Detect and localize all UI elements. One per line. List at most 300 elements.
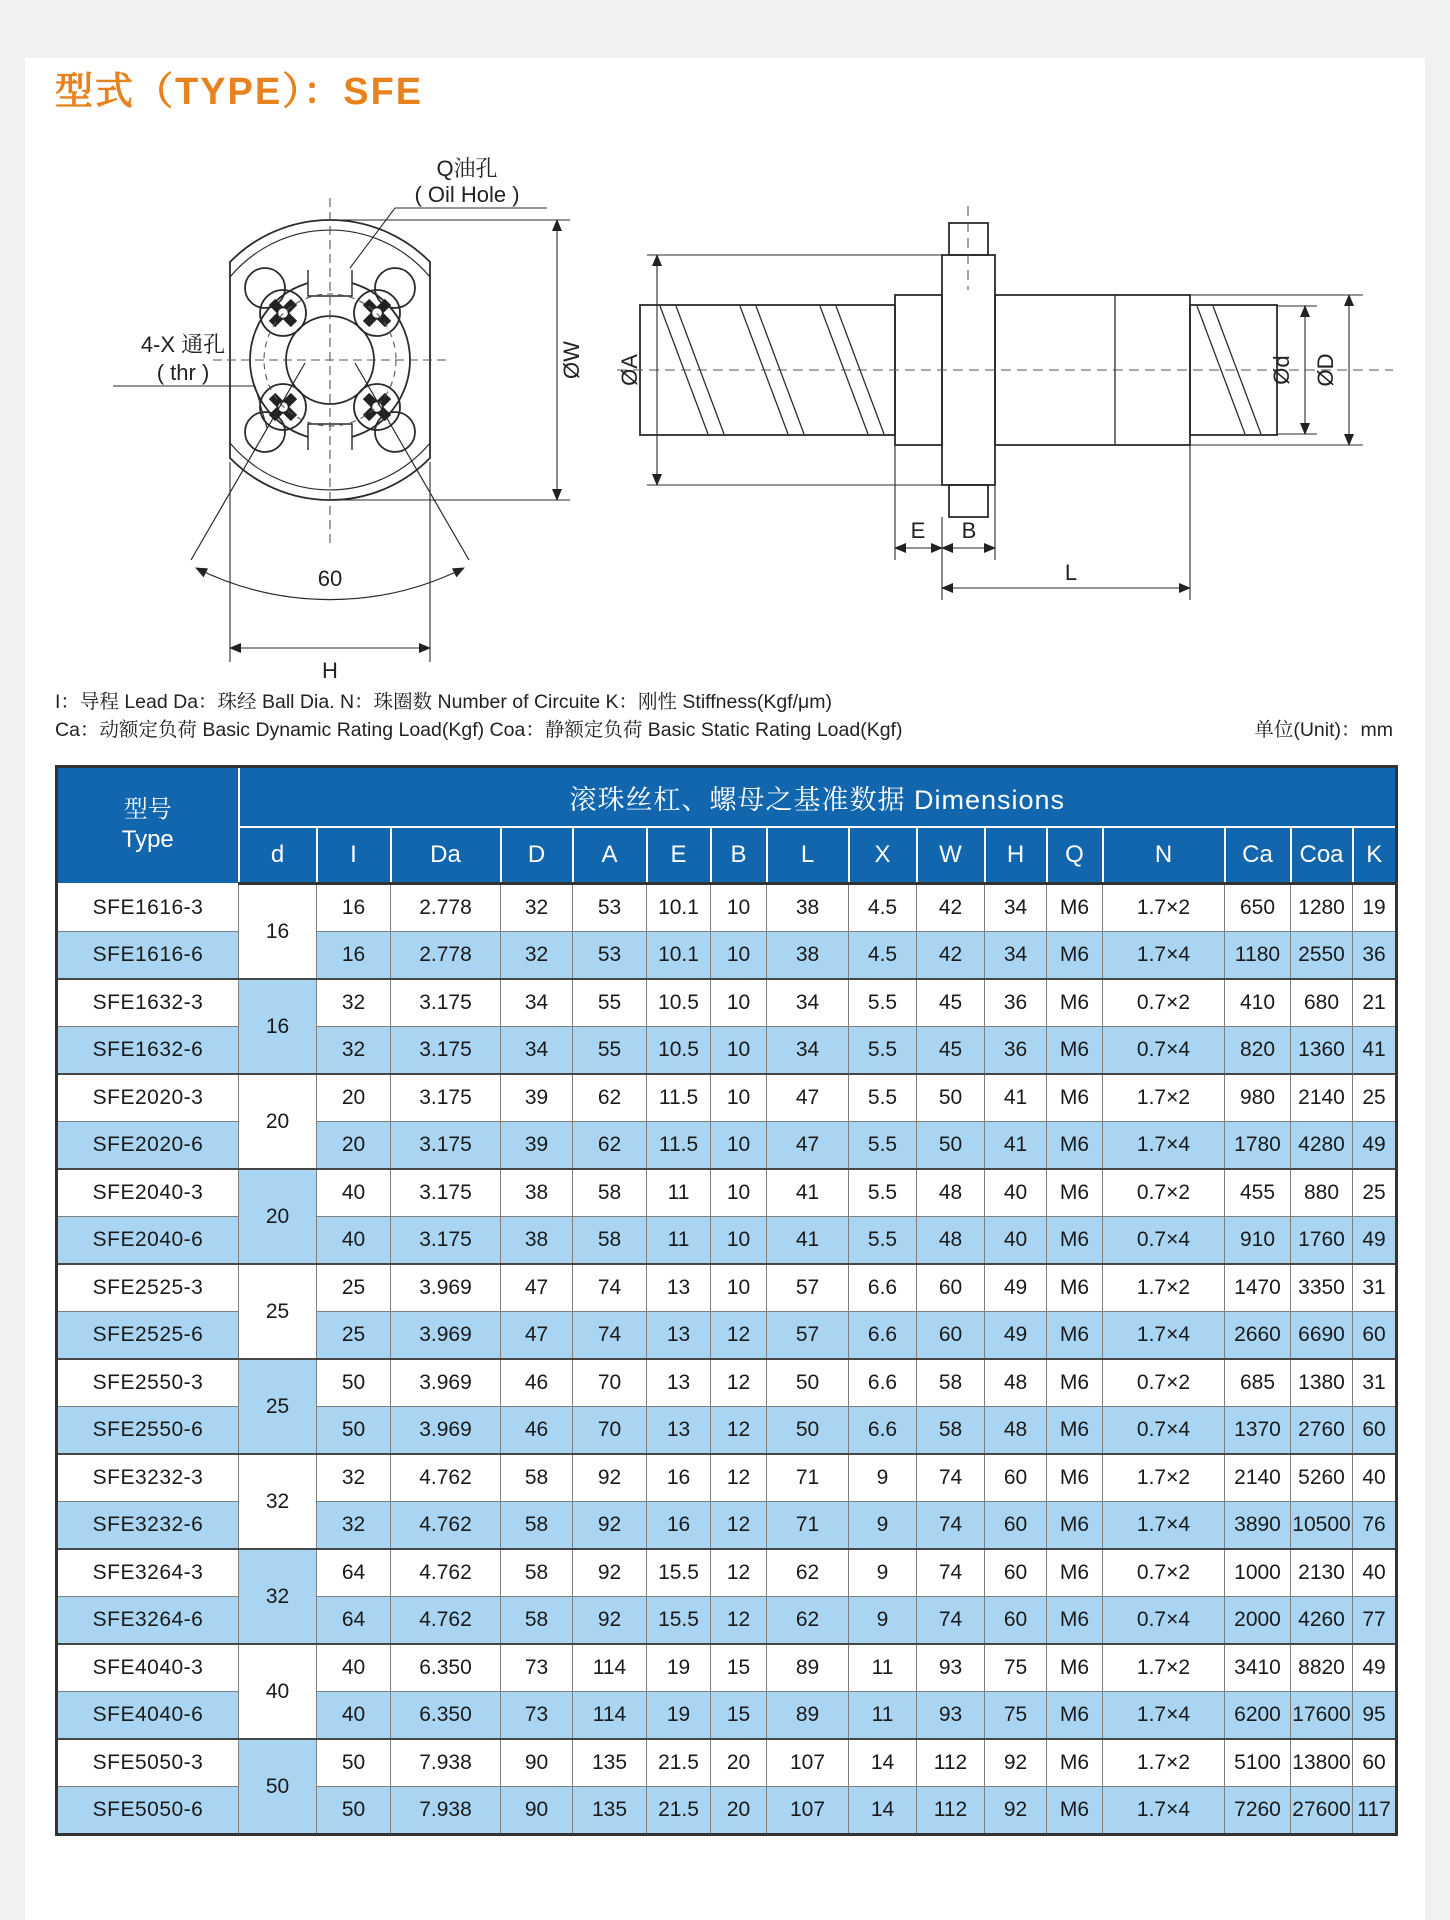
cell-i: 32 bbox=[317, 1502, 391, 1550]
cell-a: 92 bbox=[573, 1502, 647, 1550]
cell-b: 20 bbox=[711, 1739, 767, 1787]
cell-b: 12 bbox=[711, 1407, 767, 1455]
a-dim-label: ØA bbox=[617, 354, 642, 386]
cell-h: 75 bbox=[985, 1644, 1047, 1692]
cell-b: 10 bbox=[711, 1122, 767, 1170]
column-header-a: A bbox=[573, 827, 647, 884]
cell-a: 70 bbox=[573, 1359, 647, 1407]
cell-n: 1.7×2 bbox=[1103, 884, 1225, 932]
cell-b: 15 bbox=[711, 1692, 767, 1740]
cell-x: 9 bbox=[849, 1502, 917, 1550]
thru-hole-label-cn: 4-X 通孔 bbox=[140, 332, 226, 357]
cell-e: 15.5 bbox=[647, 1549, 711, 1597]
cell-x: 9 bbox=[849, 1454, 917, 1502]
cell-k: 60 bbox=[1353, 1407, 1397, 1455]
cell-l: 89 bbox=[767, 1644, 849, 1692]
cell-d: 32 bbox=[501, 932, 573, 980]
cell-h: 60 bbox=[985, 1454, 1047, 1502]
cell-a: 92 bbox=[573, 1549, 647, 1597]
column-header-w: W bbox=[917, 827, 985, 884]
cell-d: 58 bbox=[501, 1454, 573, 1502]
cell-ca: 2660 bbox=[1225, 1312, 1291, 1360]
cell-i: 32 bbox=[317, 1027, 391, 1075]
cell-a: 114 bbox=[573, 1692, 647, 1740]
cell-d: 58 bbox=[501, 1502, 573, 1550]
cell-d: 47 bbox=[501, 1312, 573, 1360]
cell-ca: 2140 bbox=[1225, 1454, 1291, 1502]
cell-da: 2.778 bbox=[391, 884, 501, 932]
cell-w: 112 bbox=[917, 1739, 985, 1787]
table-row bbox=[57, 1644, 1397, 1692]
cell-n: 1.7×2 bbox=[1103, 1264, 1225, 1312]
cell-l: 47 bbox=[767, 1122, 849, 1170]
model-cell: SFE2525-3 bbox=[57, 1264, 239, 1312]
cell-e: 19 bbox=[647, 1692, 711, 1740]
dimensions-table bbox=[55, 765, 1398, 1836]
cell-d: 90 bbox=[501, 1787, 573, 1835]
table-row bbox=[57, 1359, 1397, 1407]
cell-q: M6 bbox=[1047, 1644, 1103, 1692]
cell-a: 92 bbox=[573, 1454, 647, 1502]
cell-e: 15.5 bbox=[647, 1597, 711, 1645]
legend-line-2: Ca：动额定负荷 Basic Dynamic Rating Load(Kgf) Coa：静额定负荷 Basic Static Rating Load(Kgf) bbox=[55, 719, 903, 741]
model-cell: SFE2040-6 bbox=[57, 1217, 239, 1265]
column-header-b: B bbox=[711, 827, 767, 884]
model-cell: SFE5050-3 bbox=[57, 1739, 239, 1787]
cell-i: 40 bbox=[317, 1217, 391, 1265]
cell-coa: 6690 bbox=[1291, 1312, 1353, 1360]
table-row bbox=[57, 1264, 1397, 1312]
cell-q: M6 bbox=[1047, 1549, 1103, 1597]
cell-a: 114 bbox=[573, 1644, 647, 1692]
cell-q: M6 bbox=[1047, 932, 1103, 980]
cell-x: 6.6 bbox=[849, 1312, 917, 1360]
model-cell: SFE4040-6 bbox=[57, 1692, 239, 1740]
cell-n: 0.7×2 bbox=[1103, 1359, 1225, 1407]
cell-l: 34 bbox=[767, 1027, 849, 1075]
cell-w: 93 bbox=[917, 1644, 985, 1692]
cell-l: 38 bbox=[767, 932, 849, 980]
cell-e: 10.5 bbox=[647, 979, 711, 1027]
thru-hole-label-en: ( thr ) bbox=[156, 360, 210, 385]
cell-coa: 1380 bbox=[1291, 1359, 1353, 1407]
cell-d: 58 bbox=[501, 1597, 573, 1645]
angle-60-dim-label: 60 bbox=[317, 566, 343, 591]
table-row bbox=[57, 1739, 1397, 1787]
model-cell: SFE2020-6 bbox=[57, 1122, 239, 1170]
cell-e: 13 bbox=[647, 1312, 711, 1360]
cell-b: 12 bbox=[711, 1454, 767, 1502]
cell-q: M6 bbox=[1047, 1502, 1103, 1550]
cell-b: 10 bbox=[711, 932, 767, 980]
cell-ca: 1780 bbox=[1225, 1122, 1291, 1170]
cell-i: 25 bbox=[317, 1312, 391, 1360]
cell-ca: 6200 bbox=[1225, 1692, 1291, 1740]
cell-x: 6.6 bbox=[849, 1359, 917, 1407]
cell-k: 95 bbox=[1353, 1692, 1397, 1740]
cell-l: 89 bbox=[767, 1692, 849, 1740]
cell-ca: 1180 bbox=[1225, 932, 1291, 980]
cell-h: 34 bbox=[985, 884, 1047, 932]
cell-ca: 3410 bbox=[1225, 1644, 1291, 1692]
cell-l: 57 bbox=[767, 1264, 849, 1312]
cell-w: 48 bbox=[917, 1169, 985, 1217]
cell-h: 60 bbox=[985, 1549, 1047, 1597]
cell-i: 40 bbox=[317, 1169, 391, 1217]
model-cell: SFE3264-6 bbox=[57, 1597, 239, 1645]
cell-d: 34 bbox=[501, 979, 573, 1027]
table-row bbox=[57, 979, 1397, 1027]
cell-coa: 4260 bbox=[1291, 1597, 1353, 1645]
cell-e: 13 bbox=[647, 1264, 711, 1312]
cell-b: 10 bbox=[711, 1217, 767, 1265]
cell-k: 60 bbox=[1353, 1312, 1397, 1360]
d-cell: 20 bbox=[239, 1169, 317, 1264]
cell-a: 74 bbox=[573, 1312, 647, 1360]
cell-x: 5.5 bbox=[849, 1027, 917, 1075]
h-dim-label: H bbox=[322, 658, 338, 683]
cell-l: 41 bbox=[767, 1169, 849, 1217]
cell-k: 60 bbox=[1353, 1739, 1397, 1787]
cell-l: 71 bbox=[767, 1502, 849, 1550]
cell-l: 38 bbox=[767, 884, 849, 932]
cell-n: 0.7×4 bbox=[1103, 1597, 1225, 1645]
cell-ca: 650 bbox=[1225, 884, 1291, 932]
cell-e: 10.5 bbox=[647, 1027, 711, 1075]
cell-x: 4.5 bbox=[849, 884, 917, 932]
model-cell: SFE2020-3 bbox=[57, 1074, 239, 1122]
cell-da: 3.175 bbox=[391, 1169, 501, 1217]
cell-x: 9 bbox=[849, 1549, 917, 1597]
cell-n: 0.7×4 bbox=[1103, 1407, 1225, 1455]
cell-q: M6 bbox=[1047, 1312, 1103, 1360]
column-header-n: N bbox=[1103, 827, 1225, 884]
cell-i: 16 bbox=[317, 932, 391, 980]
cell-x: 5.5 bbox=[849, 1217, 917, 1265]
cell-a: 135 bbox=[573, 1787, 647, 1835]
cell-w: 93 bbox=[917, 1692, 985, 1740]
cell-w: 74 bbox=[917, 1597, 985, 1645]
model-cell: SFE4040-3 bbox=[57, 1644, 239, 1692]
cell-d: 47 bbox=[501, 1264, 573, 1312]
cell-b: 10 bbox=[711, 979, 767, 1027]
e-dim-label: E bbox=[910, 518, 926, 543]
oil-hole-label-en: ( Oil Hole ) bbox=[414, 182, 520, 207]
cell-q: M6 bbox=[1047, 979, 1103, 1027]
cell-w: 74 bbox=[917, 1502, 985, 1550]
cell-x: 5.5 bbox=[849, 1122, 917, 1170]
cell-n: 1.7×4 bbox=[1103, 1787, 1225, 1835]
model-cell: SFE2550-6 bbox=[57, 1407, 239, 1455]
cell-k: 41 bbox=[1353, 1027, 1397, 1075]
cell-b: 10 bbox=[711, 1027, 767, 1075]
cell-ca: 685 bbox=[1225, 1359, 1291, 1407]
cell-e: 16 bbox=[647, 1502, 711, 1550]
cell-coa: 880 bbox=[1291, 1169, 1353, 1217]
cell-k: 25 bbox=[1353, 1169, 1397, 1217]
cell-w: 60 bbox=[917, 1312, 985, 1360]
column-header-k: K bbox=[1353, 827, 1397, 884]
column-header-x: X bbox=[849, 827, 917, 884]
cell-a: 62 bbox=[573, 1122, 647, 1170]
cell-q: M6 bbox=[1047, 1597, 1103, 1645]
cell-n: 1.7×2 bbox=[1103, 1074, 1225, 1122]
cell-h: 49 bbox=[985, 1264, 1047, 1312]
cell-da: 3.969 bbox=[391, 1359, 501, 1407]
cell-l: 62 bbox=[767, 1549, 849, 1597]
cell-coa: 2130 bbox=[1291, 1549, 1353, 1597]
cell-x: 5.5 bbox=[849, 1074, 917, 1122]
cell-i: 50 bbox=[317, 1359, 391, 1407]
cell-da: 7.938 bbox=[391, 1739, 501, 1787]
cell-b: 10 bbox=[711, 1169, 767, 1217]
cell-ca: 1000 bbox=[1225, 1549, 1291, 1597]
cell-w: 50 bbox=[917, 1074, 985, 1122]
cell-q: M6 bbox=[1047, 1359, 1103, 1407]
cell-da: 3.969 bbox=[391, 1407, 501, 1455]
cell-b: 10 bbox=[711, 884, 767, 932]
legend-line-1: I：导程 Lead Da：珠经 Ball Dia. N：珠圈数 Number of Circuite K：刚性 Stiffness(Kgf/μm) bbox=[55, 691, 832, 713]
column-header-i: I bbox=[317, 827, 391, 884]
cell-coa: 2760 bbox=[1291, 1407, 1353, 1455]
cell-n: 1.7×4 bbox=[1103, 1312, 1225, 1360]
cell-h: 92 bbox=[985, 1739, 1047, 1787]
cell-x: 4.5 bbox=[849, 932, 917, 980]
cell-l: 34 bbox=[767, 979, 849, 1027]
type-header-cn: 型号 bbox=[123, 796, 172, 824]
cell-da: 4.762 bbox=[391, 1597, 501, 1645]
cell-w: 58 bbox=[917, 1407, 985, 1455]
d-cell: 40 bbox=[239, 1644, 317, 1739]
cell-w: 42 bbox=[917, 884, 985, 932]
cell-e: 21.5 bbox=[647, 1739, 711, 1787]
column-header-d: D bbox=[501, 827, 573, 884]
cell-h: 36 bbox=[985, 979, 1047, 1027]
model-cell: SFE2040-3 bbox=[57, 1169, 239, 1217]
d-big-dim-label: ØD bbox=[1313, 353, 1338, 387]
cell-ca: 2000 bbox=[1225, 1597, 1291, 1645]
cell-l: 50 bbox=[767, 1407, 849, 1455]
cell-a: 58 bbox=[573, 1169, 647, 1217]
cell-i: 40 bbox=[317, 1692, 391, 1740]
cell-w: 74 bbox=[917, 1549, 985, 1597]
cell-e: 10.1 bbox=[647, 884, 711, 932]
model-cell: SFE1632-6 bbox=[57, 1027, 239, 1075]
cell-w: 50 bbox=[917, 1122, 985, 1170]
cell-x: 14 bbox=[849, 1739, 917, 1787]
cell-da: 7.938 bbox=[391, 1787, 501, 1835]
cell-coa: 5260 bbox=[1291, 1454, 1353, 1502]
cell-n: 1.7×4 bbox=[1103, 1502, 1225, 1550]
cell-n: 0.7×4 bbox=[1103, 1217, 1225, 1265]
d-small-dim-label: Ød bbox=[1269, 355, 1294, 385]
model-cell: SFE1616-6 bbox=[57, 932, 239, 980]
cell-ca: 455 bbox=[1225, 1169, 1291, 1217]
cell-h: 49 bbox=[985, 1312, 1047, 1360]
unit-note: 单位(Unit)：mm bbox=[1254, 719, 1393, 741]
model-cell: SFE3232-6 bbox=[57, 1502, 239, 1550]
cell-d: 90 bbox=[501, 1739, 573, 1787]
cell-i: 50 bbox=[317, 1787, 391, 1835]
cell-h: 92 bbox=[985, 1787, 1047, 1835]
cell-d: 58 bbox=[501, 1549, 573, 1597]
cell-e: 11 bbox=[647, 1169, 711, 1217]
column-header-d: d bbox=[239, 827, 317, 884]
cell-e: 11.5 bbox=[647, 1074, 711, 1122]
cell-q: M6 bbox=[1047, 1122, 1103, 1170]
table-header-type bbox=[57, 767, 239, 884]
cell-coa: 8820 bbox=[1291, 1644, 1353, 1692]
column-header-da: Da bbox=[391, 827, 501, 884]
cell-da: 4.762 bbox=[391, 1502, 501, 1550]
column-header-ca: Ca bbox=[1225, 827, 1291, 884]
cell-da: 3.175 bbox=[391, 1074, 501, 1122]
l-dim-label: L bbox=[1064, 560, 1078, 585]
cell-i: 20 bbox=[317, 1074, 391, 1122]
cell-da: 3.175 bbox=[391, 1122, 501, 1170]
cell-coa: 2140 bbox=[1291, 1074, 1353, 1122]
column-header-e: E bbox=[647, 827, 711, 884]
cell-q: M6 bbox=[1047, 1739, 1103, 1787]
cell-ca: 5100 bbox=[1225, 1739, 1291, 1787]
d-cell: 20 bbox=[239, 1074, 317, 1169]
cell-coa: 3350 bbox=[1291, 1264, 1353, 1312]
column-header-h: H bbox=[985, 827, 1047, 884]
cell-k: 77 bbox=[1353, 1597, 1397, 1645]
cell-a: 53 bbox=[573, 884, 647, 932]
cell-l: 50 bbox=[767, 1359, 849, 1407]
model-cell: SFE2525-6 bbox=[57, 1312, 239, 1360]
table-row bbox=[57, 1549, 1397, 1597]
cell-b: 10 bbox=[711, 1264, 767, 1312]
cell-x: 6.6 bbox=[849, 1407, 917, 1455]
cell-coa: 17600 bbox=[1291, 1692, 1353, 1740]
cell-n: 1.7×2 bbox=[1103, 1644, 1225, 1692]
cell-da: 4.762 bbox=[391, 1549, 501, 1597]
cell-d: 38 bbox=[501, 1217, 573, 1265]
cell-d: 46 bbox=[501, 1407, 573, 1455]
cell-coa: 1760 bbox=[1291, 1217, 1353, 1265]
table-row bbox=[57, 1169, 1397, 1217]
cell-q: M6 bbox=[1047, 1407, 1103, 1455]
cell-e: 11.5 bbox=[647, 1122, 711, 1170]
table-row bbox=[57, 1074, 1397, 1122]
cell-i: 32 bbox=[317, 1454, 391, 1502]
side-view-diagram bbox=[605, 160, 1405, 620]
front-view-diagram bbox=[95, 140, 607, 700]
cell-h: 48 bbox=[985, 1407, 1047, 1455]
cell-coa: 10500 bbox=[1291, 1502, 1353, 1550]
d-cell: 16 bbox=[239, 884, 317, 980]
cell-k: 21 bbox=[1353, 979, 1397, 1027]
cell-d: 34 bbox=[501, 1027, 573, 1075]
cell-k: 31 bbox=[1353, 1359, 1397, 1407]
model-cell: SFE2550-3 bbox=[57, 1359, 239, 1407]
cell-k: 36 bbox=[1353, 932, 1397, 980]
cell-x: 6.6 bbox=[849, 1264, 917, 1312]
cell-a: 55 bbox=[573, 1027, 647, 1075]
cell-a: 55 bbox=[573, 979, 647, 1027]
cell-da: 6.350 bbox=[391, 1644, 501, 1692]
cell-b: 12 bbox=[711, 1359, 767, 1407]
cell-i: 16 bbox=[317, 884, 391, 932]
cell-da: 3.969 bbox=[391, 1264, 501, 1312]
legend bbox=[55, 688, 1395, 744]
cell-h: 41 bbox=[985, 1122, 1047, 1170]
cell-n: 0.7×4 bbox=[1103, 1027, 1225, 1075]
cell-i: 20 bbox=[317, 1122, 391, 1170]
cell-h: 40 bbox=[985, 1217, 1047, 1265]
cell-n: 0.7×2 bbox=[1103, 979, 1225, 1027]
table-row bbox=[57, 884, 1397, 932]
cell-q: M6 bbox=[1047, 1264, 1103, 1312]
d-cell: 50 bbox=[239, 1739, 317, 1835]
cell-d: 38 bbox=[501, 1169, 573, 1217]
cell-l: 41 bbox=[767, 1217, 849, 1265]
model-cell: SFE5050-6 bbox=[57, 1787, 239, 1835]
cell-k: 31 bbox=[1353, 1264, 1397, 1312]
cell-da: 6.350 bbox=[391, 1692, 501, 1740]
cell-i: 64 bbox=[317, 1597, 391, 1645]
cell-da: 3.175 bbox=[391, 1217, 501, 1265]
cell-coa: 1280 bbox=[1291, 884, 1353, 932]
cell-l: 107 bbox=[767, 1739, 849, 1787]
cell-coa: 13800 bbox=[1291, 1739, 1353, 1787]
cell-k: 25 bbox=[1353, 1074, 1397, 1122]
cell-i: 64 bbox=[317, 1549, 391, 1597]
cell-w: 48 bbox=[917, 1217, 985, 1265]
cell-e: 19 bbox=[647, 1644, 711, 1692]
cell-da: 3.175 bbox=[391, 1027, 501, 1075]
cell-i: 50 bbox=[317, 1407, 391, 1455]
cell-b: 10 bbox=[711, 1074, 767, 1122]
model-cell: SFE1632-3 bbox=[57, 979, 239, 1027]
cell-l: 71 bbox=[767, 1454, 849, 1502]
page-title: 型式（TYPE）：SFE bbox=[55, 71, 424, 113]
cell-n: 1.7×2 bbox=[1103, 1739, 1225, 1787]
column-header-coa: Coa bbox=[1291, 827, 1353, 884]
model-cell: SFE3232-3 bbox=[57, 1454, 239, 1502]
cell-k: 49 bbox=[1353, 1122, 1397, 1170]
cell-i: 40 bbox=[317, 1644, 391, 1692]
cell-w: 74 bbox=[917, 1454, 985, 1502]
cell-e: 13 bbox=[647, 1359, 711, 1407]
cell-w: 60 bbox=[917, 1264, 985, 1312]
cell-h: 34 bbox=[985, 932, 1047, 980]
cell-ca: 980 bbox=[1225, 1074, 1291, 1122]
cell-n: 0.7×2 bbox=[1103, 1549, 1225, 1597]
cell-d: 73 bbox=[501, 1692, 573, 1740]
cell-e: 13 bbox=[647, 1407, 711, 1455]
cell-n: 1.7×2 bbox=[1103, 1454, 1225, 1502]
cell-w: 112 bbox=[917, 1787, 985, 1835]
cell-b: 12 bbox=[711, 1502, 767, 1550]
cell-q: M6 bbox=[1047, 1027, 1103, 1075]
cell-b: 15 bbox=[711, 1644, 767, 1692]
cell-l: 57 bbox=[767, 1312, 849, 1360]
cell-w: 58 bbox=[917, 1359, 985, 1407]
cell-k: 19 bbox=[1353, 884, 1397, 932]
cell-a: 92 bbox=[573, 1597, 647, 1645]
cell-d: 39 bbox=[501, 1122, 573, 1170]
cell-da: 2.778 bbox=[391, 932, 501, 980]
cell-x: 14 bbox=[849, 1787, 917, 1835]
cell-da: 3.175 bbox=[391, 979, 501, 1027]
page bbox=[25, 58, 1425, 1920]
b-dim-label: B bbox=[961, 518, 977, 543]
cell-k: 76 bbox=[1353, 1502, 1397, 1550]
cell-b: 12 bbox=[711, 1312, 767, 1360]
